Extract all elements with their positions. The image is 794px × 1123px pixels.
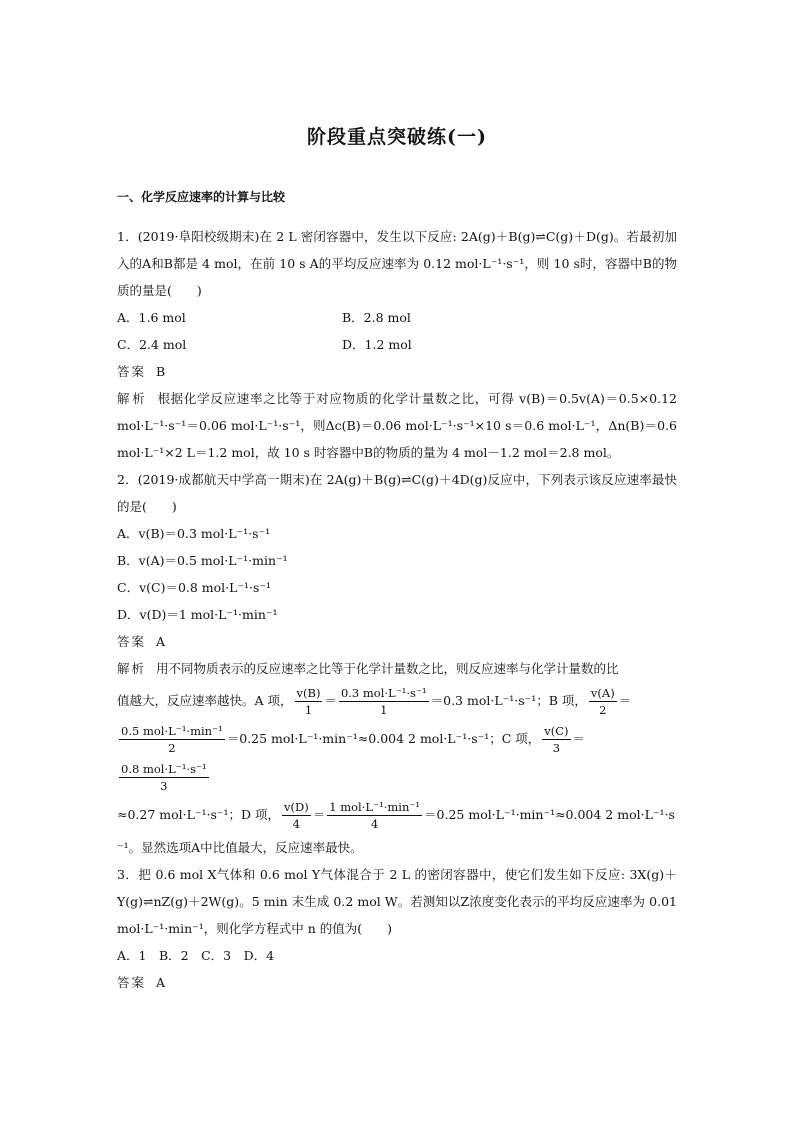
explain-label: 解析 — [117, 391, 148, 406]
fraction — [119, 724, 225, 755]
fraction-numerator: 1 mol·L⁻¹·min⁻¹ — [329, 800, 421, 814]
section-heading: 一、化学反应速率的计算与比较 — [117, 190, 286, 204]
fraction — [119, 762, 209, 793]
answer-label: 答案 — [117, 975, 147, 990]
fraction — [282, 800, 311, 831]
q1-option-b: B．2.8 mol — [342, 310, 411, 325]
fraction-numerator: v(C) — [544, 724, 569, 738]
fraction-numerator: v(A) — [590, 686, 615, 700]
fraction-denominator: 2 — [599, 703, 607, 717]
q2-option-b: B．v(A)＝0.5 mol·L⁻¹·min⁻¹ — [117, 553, 288, 568]
q2-option-d: D．v(D)＝1 mol·L⁻¹·min⁻¹ — [117, 607, 278, 622]
fraction-denominator: 1 — [304, 703, 313, 717]
fraction — [327, 800, 422, 831]
explain-text: 值越大，反应速率越快。A 项， — [117, 693, 293, 708]
fraction — [542, 724, 570, 755]
answer-label: 答案 — [117, 364, 147, 379]
fraction — [339, 686, 429, 717]
explanation-conclusion: ⁻¹。显然选项A中比值最大，反应速率最快。 — [117, 840, 363, 855]
fraction-numerator: 0.5 mol·L⁻¹·min⁻¹ — [121, 724, 223, 738]
fraction-denominator: 1 — [380, 703, 388, 717]
explain-text: 用不同物质表示的反应速率之比等于化学计量数之比，则反应速率与化学计量数的比 — [156, 661, 619, 676]
explain-text: 根据化学反应速率之比等于对应物质的化学计量数之比，可得 v(B)＝0.5v(A)＝0.5×0.12 mol·L⁻¹·s⁻¹＝0.06 mol·L⁻¹·s⁻¹，则Δc(B)＝0.06 mol·L⁻¹·s⁻¹×10 s＝0.6 mol·L⁻¹，Δn(B)＝0.6 mol·L⁻¹×2 L＝1.2 mol，故 10 s 时容器中B的物质的量为 4 mol－1.2 mol＝2.8 mol。 — [117, 391, 677, 460]
fraction-numerator: v(B) — [296, 686, 321, 700]
question-1-options — [117, 304, 677, 358]
q1-option-d: D．1.2 mol — [342, 337, 412, 352]
document-body — [117, 172, 677, 996]
question-3-options: A．1 B．2 C．3 D．4 — [117, 948, 275, 963]
answer-value: A — [156, 975, 166, 990]
answer-value: A — [156, 634, 166, 649]
explain-text: ＝0.25 mol·L⁻¹·min⁻¹≈0.004 2 mol·L⁻¹·s — [424, 807, 675, 822]
fraction-denominator: 3 — [552, 741, 561, 755]
question-1-answer — [117, 358, 677, 385]
explanation-line: 值越大，反应速率越快。A 项， $\frac{v(B)}{1}$ ＝ $\frac{\text{0.3 mol·L⁻¹·s⁻¹}}{1}$ ＝0.3 mol·L⁻¹·s⁻¹；B 项， $\frac{v(A)}{2}$ ＝ — [117, 686, 632, 717]
question-3-answer — [117, 969, 677, 996]
explain-text: ＝0.3 mol·L⁻¹·s⁻¹；B 项， — [430, 693, 587, 708]
page-title: 阶段重点突破练(一) — [307, 126, 487, 148]
q2-option-a: A．v(B)＝0.3 mol·L⁻¹·s⁻¹ — [117, 526, 271, 541]
fraction-denominator: 4 — [370, 817, 379, 831]
question-2-stem: 2．(2019·成都航天中学高一期末)在 2A(g)＋B(g)⇌C(g)＋4D(g)反应中，下列表示该反应速率最快的是( ) — [117, 472, 677, 514]
answer-label: 答案 — [117, 634, 147, 649]
fraction-denominator: 3 — [160, 779, 168, 793]
explanation-line: ≈0.27 mol·L⁻¹·s⁻¹；D 项， $\frac{v(D)}{4}$ ＝ $\frac{\text{1 mol·L⁻¹·min⁻¹}}{4}$ ＝0.25 mol·L⁻¹·min⁻¹≈0.004 2 mol·L⁻¹·s — [117, 800, 675, 831]
answer-value: B — [156, 364, 166, 379]
question-1-stem: 1．(2019·阜阳校级期末)在 2 L 密闭容器中，发生以下反应: 2A(g)＋B(g)⇌C(g)＋D(g)。若最初加入的A和B都是 4 mol，在前 10 s A的平均反应速率为 0.12 mol·L⁻¹·s⁻¹，则 10 s时，容器中B的物质的量是( ) — [117, 229, 677, 298]
fraction-numerator: 0.8 mol·L⁻¹·s⁻¹ — [121, 762, 207, 776]
question-1-explanation — [117, 385, 677, 466]
explain-text: ＝0.25 mol·L⁻¹·min⁻¹≈0.004 2 mol·L⁻¹·s⁻¹；C 项， — [226, 731, 541, 746]
fraction-denominator: 2 — [168, 741, 176, 755]
question-2-answer — [117, 628, 677, 655]
question-2-explanation — [117, 655, 677, 682]
fraction — [589, 686, 617, 717]
explanation-line: $\frac{\text{0.5 mol·L⁻¹·min⁻¹}}{2}$ ＝0.25 mol·L⁻¹·min⁻¹≈0.004 2 mol·L⁻¹·s⁻¹；C 项， $\frac{v(C)}{3}$ ＝ $\frac{\text{0.8 mol·L⁻¹·s⁻¹}}{3}$ — [121, 724, 586, 793]
q2-option-c: C．v(C)＝0.8 mol·L⁻¹·s⁻¹ — [117, 580, 272, 595]
q1-option-a: A．1.6 mol — [117, 310, 186, 325]
fraction-numerator: 0.3 mol·L⁻¹·s⁻¹ — [340, 686, 427, 700]
explain-label: 解析 — [117, 661, 147, 676]
question-3-stem: 3．把 0.6 mol X气体和 0.6 mol Y气体混合于 2 L 的密闭容器中，使它们发生如下反应: 3X(g)＋Y(g)⇌nZ(g)＋2W(g)。5 min 末生成 0.2 mol W。若测知以Z浓度变化表示的平均反应速率为 0.01 mol·L⁻¹·min⁻¹，则化学方程式中 n 的值为( ) — [117, 867, 677, 936]
fraction — [295, 686, 323, 717]
q1-option-c: C．2.4 mol — [117, 337, 187, 352]
fraction-denominator: 4 — [292, 817, 301, 831]
explain-text: ≈0.27 mol·L⁻¹·s⁻¹；D 项， — [117, 807, 281, 822]
fraction-numerator: v(D) — [284, 800, 309, 814]
